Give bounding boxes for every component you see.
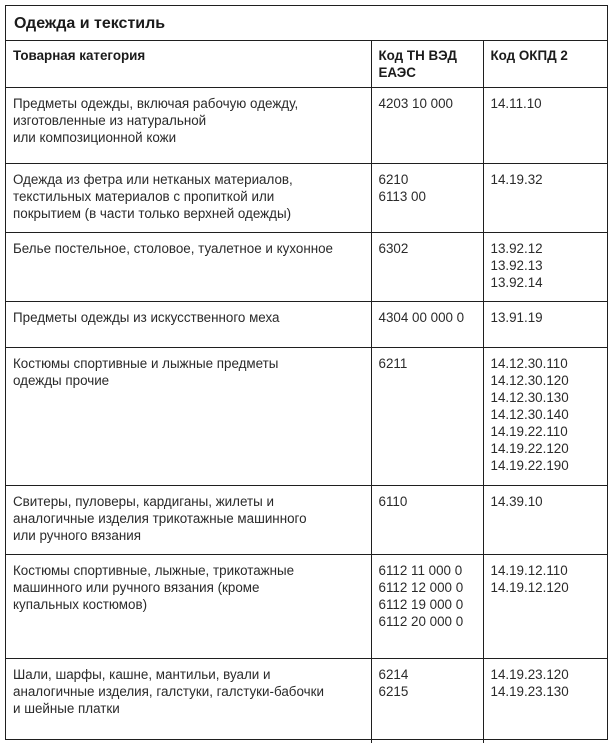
- cell-okpd-line: 14.12.30.130: [490, 390, 569, 405]
- cell-okpd: [483, 302, 607, 348]
- cell-tnved: [371, 555, 483, 659]
- cell-category-line: покрытием (в части только верхней одежды): [13, 206, 292, 221]
- cell-okpd: [483, 164, 607, 233]
- cell-tnved: [371, 486, 483, 555]
- cell-category-line: Предметы одежды, включая рабочую одежду,: [13, 96, 299, 111]
- cell-okpd-line: 14.19.23.130: [490, 684, 569, 699]
- table-title: Одежда и текстиль: [6, 6, 607, 41]
- cell-tnved: [371, 348, 483, 486]
- cell-tnved: [371, 302, 483, 348]
- cell-tnved: [371, 233, 483, 302]
- table-row: [6, 88, 607, 164]
- goods-table-container: [5, 5, 608, 740]
- cell-okpd-line: 14.11.10: [490, 96, 542, 111]
- cell-category-line: аналогичные изделия, галстуки, галстуки-бабочки: [13, 684, 324, 699]
- table-row: [6, 233, 607, 302]
- cell-tnved-line: 6112 11 000 0: [378, 563, 463, 578]
- cell-tnved-line: 6110: [378, 494, 408, 509]
- cell-tnved-line: 6113 00: [378, 189, 426, 204]
- cell-category: [6, 555, 371, 659]
- cell-category: [6, 302, 371, 348]
- cell-category-line: аналогичные изделия трикотажные машинного: [13, 511, 307, 526]
- cell-category: [6, 233, 371, 302]
- cell-category-line: Шали, шарфы, кашне, мантильи, вуали и: [13, 667, 271, 682]
- cell-category: [6, 88, 371, 164]
- table-row: [6, 555, 607, 659]
- header-okpd: Код ОКПД 2: [483, 41, 607, 88]
- cell-category-line: Костюмы спортивные и лыжные предметы: [13, 356, 279, 371]
- cell-okpd-line: 14.19.22.110: [490, 424, 568, 439]
- cell-okpd: [483, 348, 607, 486]
- table-header-row: [6, 41, 607, 88]
- cell-category-line: Белье постельное, столовое, туалетное и кухонное: [13, 241, 334, 256]
- cell-category-line: Предметы одежды из искусственного меха: [13, 310, 280, 325]
- header-category: Товарная категория: [6, 41, 371, 88]
- cell-category-line: Костюмы спортивные, лыжные, трикотажные: [13, 563, 295, 578]
- cell-tnved-line: 6215: [378, 684, 409, 699]
- cell-okpd: [483, 88, 607, 164]
- cell-tnved: [371, 164, 483, 233]
- cell-category: [6, 164, 371, 233]
- cell-okpd-line: 13.91.19: [490, 310, 543, 325]
- cell-tnved-line: 4304 00 000 0: [378, 310, 465, 325]
- cell-category-line: купальных костюмов): [13, 597, 148, 612]
- cell-okpd-line: 14.19.12.120: [490, 580, 569, 595]
- header-tnved: Код ТН ВЭД ЕАЭС: [371, 41, 483, 88]
- table-row: [6, 348, 607, 486]
- cell-okpd: [483, 233, 607, 302]
- cell-category-line: или ручного вязания: [13, 528, 141, 543]
- cell-okpd-line: 14.19.32: [490, 172, 543, 187]
- cell-tnved-line: 6302: [378, 241, 409, 256]
- cell-category-line: изготовленные из натуральной: [13, 113, 207, 128]
- cell-tnved-line: 4203 10 000: [378, 96, 453, 111]
- cell-category-line: Свитеры, пуловеры, кардиганы, жилеты и: [13, 494, 274, 509]
- cell-tnved: [371, 659, 483, 743]
- cell-okpd: [483, 659, 607, 743]
- cell-category: [6, 659, 371, 743]
- cell-okpd: [483, 555, 607, 659]
- table-row: [6, 164, 607, 233]
- cell-okpd: [483, 486, 607, 555]
- cell-okpd-line: 14.19.12.110: [490, 563, 568, 578]
- cell-category-line: машинного или ручного вязания (кроме: [13, 580, 260, 595]
- cell-category: [6, 348, 371, 486]
- cell-okpd-line: 14.19.23.120: [490, 667, 569, 682]
- cell-okpd-line: 14.19.22.120: [490, 441, 569, 456]
- table-row: [6, 302, 607, 348]
- cell-category-line: одежды прочие: [13, 373, 110, 388]
- goods-table: [6, 41, 607, 743]
- cell-category-line: и шейные платки: [13, 701, 120, 716]
- cell-tnved-line: 6112 20 000 0: [378, 614, 464, 629]
- table-row: [6, 659, 607, 743]
- table-body: [6, 88, 607, 743]
- cell-okpd-line: 13.92.13: [490, 258, 543, 273]
- cell-tnved-line: 6214: [378, 667, 409, 682]
- cell-okpd-line: 13.92.12: [490, 241, 543, 256]
- cell-okpd-line: 14.19.22.190: [490, 458, 569, 473]
- cell-category-line: или композиционной кожи: [13, 130, 177, 145]
- cell-okpd-line: 14.12.30.120: [490, 373, 569, 388]
- cell-tnved-line: 6112 12 000 0: [378, 580, 464, 595]
- cell-okpd-line: 14.39.10: [490, 494, 543, 509]
- cell-category-line: Одежда из фетра или нетканых материалов,: [13, 172, 293, 187]
- cell-tnved-line: 6211: [378, 356, 408, 371]
- cell-category-line: текстильных материалов с пропиткой или: [13, 189, 275, 204]
- cell-okpd-line: 13.92.14: [490, 275, 543, 290]
- cell-category: [6, 486, 371, 555]
- cell-okpd-line: 14.12.30.140: [490, 407, 569, 422]
- cell-tnved-line: 6210: [378, 172, 409, 187]
- table-row: [6, 486, 607, 555]
- cell-tnved-line: 6112 19 000 0: [378, 597, 464, 612]
- cell-tnved: [371, 88, 483, 164]
- cell-okpd-line: 14.12.30.110: [490, 356, 568, 371]
